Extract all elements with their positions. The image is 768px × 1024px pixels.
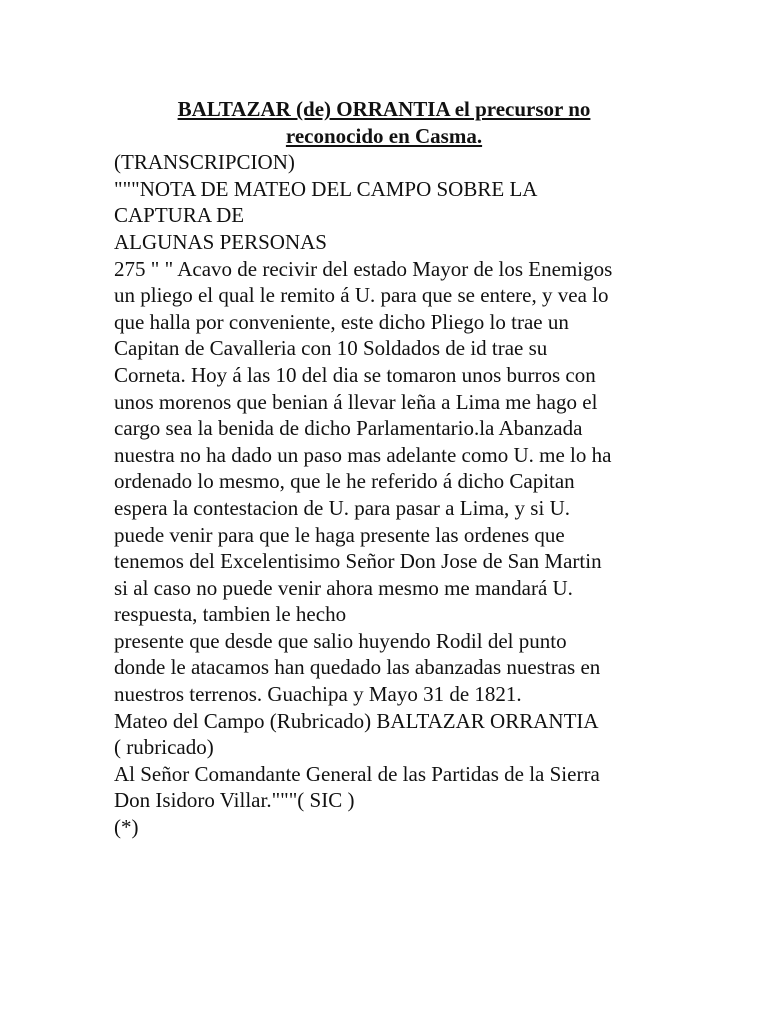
body-line: respuesta, tambien le hecho	[114, 602, 347, 627]
body-line: CAPTURA DE	[114, 203, 245, 228]
body-line: ( rubricado)	[114, 735, 214, 760]
body-line: Don Isidoro Villar."""( SIC )	[114, 788, 355, 813]
body-line: que halla por conveniente, este dicho Pliego lo trae un	[114, 309, 569, 334]
document-body	[114, 149, 654, 840]
body-line: Al Señor Comandante General de las Partidas de la Sierra	[114, 761, 600, 786]
body-line: ordenado lo mesmo, que le he referido á dicho Capitan	[114, 469, 575, 494]
document-title	[114, 96, 654, 149]
body-line: Corneta. Hoy á las 10 del dia se tomaron unos burros con	[114, 362, 596, 387]
body-line: (TRANSCRIPCION)	[114, 150, 295, 175]
body-line: si al caso no puede venir ahora mesmo me mandará U.	[114, 575, 573, 600]
body-line: un pliego el qual le remito á U. para que se entere, y vea lo	[114, 283, 609, 308]
body-line: cargo sea la benida de dicho Parlamentario.la Abanzada	[114, 416, 583, 441]
body-line: nuestros terrenos. Guachipa y Mayo 31 de 1821.	[114, 682, 522, 707]
document-page	[114, 96, 654, 841]
body-line: Capitan de Cavalleria con 10 Soldados de id trae su	[114, 336, 548, 361]
body-line: espera la contestacion de U. para pasar a Lima, y si U.	[114, 495, 570, 520]
body-line: puede venir para que le haga presente las ordenes que	[114, 522, 565, 547]
body-line: presente que desde que salio huyendo Rodil del punto	[114, 628, 567, 653]
body-line: ALGUNAS PERSONAS	[114, 229, 327, 254]
body-line: unos morenos que benian á llevar leña a Lima me hago el	[114, 389, 598, 414]
body-line: """NOTA DE MATEO DEL CAMPO SOBRE LA	[114, 176, 538, 201]
body-line: donde le atacamos han quedado las abanzadas nuestras en	[114, 655, 601, 680]
body-line: nuestra no ha dado un paso mas adelante como U. me lo ha	[114, 442, 612, 467]
title-line-2: reconocido en Casma.	[285, 123, 483, 148]
body-line: Mateo del Campo (Rubricado) BALTAZAR ORRANTIA	[114, 708, 599, 733]
body-line: (*)	[114, 815, 139, 840]
body-line: 275 " " Acavo de recivir del estado Mayor de los Enemigos	[114, 256, 613, 281]
title-line-1: BALTAZAR (de) ORRANTIA el precursor no	[177, 97, 591, 121]
body-line: tenemos del Excelentisimo Señor Don Jose de San Martin	[114, 549, 602, 574]
